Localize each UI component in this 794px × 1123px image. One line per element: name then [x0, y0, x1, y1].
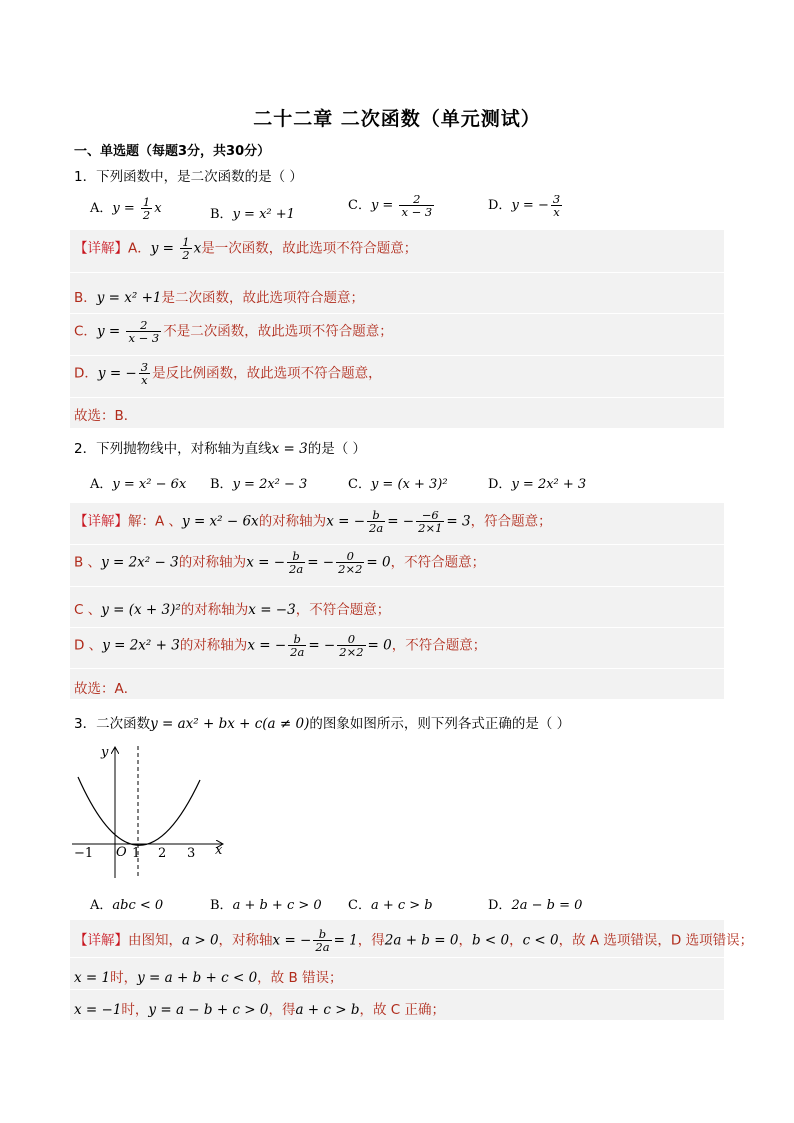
q1-detail-line-4: D．y = − $\frac{3}{x}$ 是反比例函数，故此选项不符合题意， — [74, 360, 382, 388]
q1-detail-line-2: B．y = x² +1是二次函数，故此选项符合题意； — [74, 290, 365, 306]
origin-label: O — [116, 845, 127, 860]
q1-detail-line-3: C．y = $\frac{2}{x - 3}$ 不是二次函数，故此选项不符合题意； — [74, 318, 393, 346]
tick-2: 2 — [158, 846, 167, 861]
divider — [70, 313, 724, 314]
divider — [70, 586, 724, 587]
q3-option-c: C．a + c > b — [348, 898, 433, 913]
q3-option-b: B．a + b + c > 0 — [210, 898, 322, 913]
q2-detail-line-5: 故选：A． — [74, 681, 138, 697]
q2-detail-line-1: 【详解】解：A 、y = x² − 6x的对称轴为x = − $\frac{b}{2a}$ = − $\frac{-6}{2\times 1}$ = 3，符合题意； — [74, 508, 552, 536]
divider — [70, 957, 724, 958]
q2-detail-line-4: D 、y = 2x² + 3的对称轴为x = − $\frac{b}{2a}$ = − $\frac{0}{2\times 2}$ = 0，不符合题意； — [74, 632, 487, 660]
question-1-stem: 1．下列函数中，是二次函数的是（ ） — [74, 169, 303, 185]
divider — [70, 544, 724, 545]
tick-1: 1 — [132, 846, 141, 861]
q1-detail-line-1: 【详解】A．y = $\frac{1}{2}$ x是一次函数，故此选项不符合题意； — [74, 235, 418, 263]
tick-3: 3 — [187, 846, 196, 861]
divider — [70, 989, 724, 990]
x-label: x — [215, 843, 223, 858]
q2-detail-line-3: C 、y = (x + 3)²的对称轴为x = −3，不符合题意； — [74, 602, 391, 618]
divider — [70, 355, 724, 356]
parabola-curve — [78, 777, 200, 845]
y-label: y — [101, 745, 109, 760]
q3-detail-line-2: x = 1时，y = a + b + c < 0，故 B 错误； — [74, 970, 343, 986]
q3-detail-line-3: x = −1时，y = a − b + c > 0，得a + c > b，故 C 正确； — [74, 1002, 446, 1018]
question-3-stem: 3．二次函数y = ax² + bx + c(a ≠ 0)的图象如图所示，则下列各式正确的是（ ） — [74, 716, 571, 732]
tick-neg1: −1 — [74, 846, 94, 861]
q2-option-c: C．y = (x + 3)² — [348, 477, 448, 492]
parabola-graph — [70, 742, 230, 882]
q2-option-a: A．y = x² − 6x — [90, 477, 187, 492]
divider — [70, 668, 724, 669]
q2-option-b: B．y = 2x² − 3 — [210, 477, 308, 492]
section-heading: 一、单选题（每题3分，共30分） — [74, 144, 271, 159]
q1-option-c: C．y = $\frac{2}{x - 3}$ — [348, 192, 433, 220]
q3-option-d: D．2a − b = 0 — [488, 898, 583, 913]
q3-detail-line-1: 【详解】由图知，a > 0，对称轴x = − $\frac{b}{2a}$ = 1，得2a + b = 0，b < 0，c < 0，故 A 选项错误，D 选项错误； — [74, 927, 754, 955]
q1-detail-line-5: 故选：B． — [74, 408, 138, 424]
q2-option-d: D．y = 2x² + 3 — [488, 477, 587, 492]
divider — [70, 272, 724, 273]
divider — [70, 397, 724, 398]
q3-option-a: A．abc < 0 — [90, 898, 164, 913]
q1-option-a: A．y = $\frac{1}{2}$ x — [90, 195, 162, 223]
divider — [70, 627, 724, 628]
q2-detail-line-2: B 、y = 2x² − 3的对称轴为x = − $\frac{b}{2a}$ = − $\frac{0}{2\times 2}$ = 0，不符合题意； — [74, 549, 486, 577]
q1-option-d: D．y = − $\frac{3}{x}$ — [488, 192, 561, 220]
page-title: 二十二章 二次函数（单元测试） — [253, 108, 541, 130]
q1-option-b: B．y = x² +1 — [210, 207, 295, 222]
question-2-stem: 2．下列抛物线中，对称轴为直线x = 3的是（ ） — [74, 441, 366, 457]
